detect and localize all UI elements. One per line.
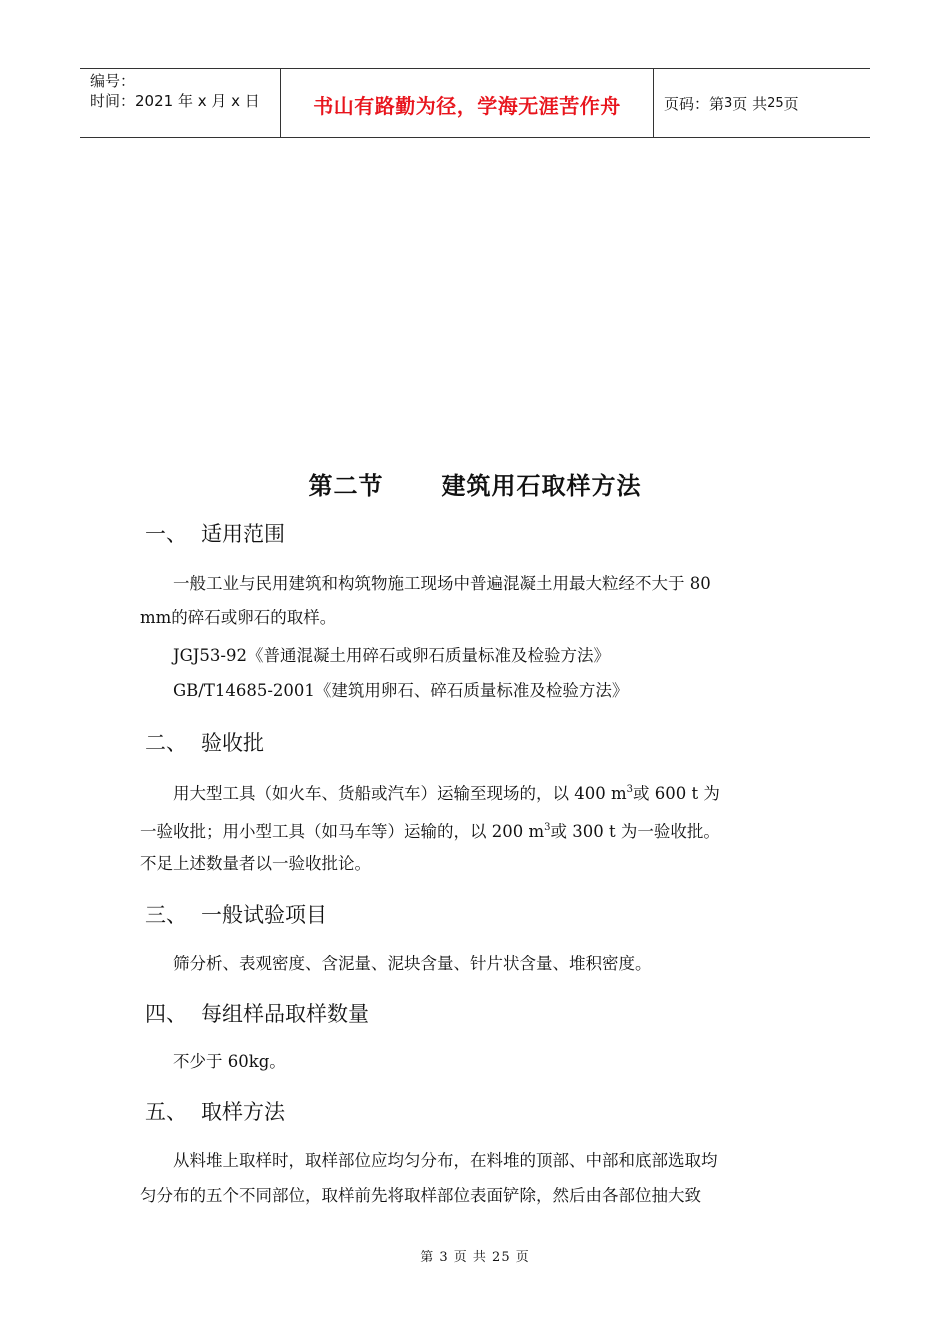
paragraph-line: mm的碎石或卵石的取样。 bbox=[140, 608, 337, 627]
page-prefix: 页码：第 bbox=[664, 94, 725, 113]
section-heading-5 bbox=[145, 1096, 285, 1126]
standard-reference: GB/T14685-2001《建筑用卵石、碎石质量标准及检验方法》 bbox=[173, 681, 629, 700]
paragraph-line: 匀分布的五个不同部位，取样前先将取样部位表面铲除，然后由各部位抽大致 bbox=[140, 1186, 701, 1205]
section-heading-text: 验收批 bbox=[201, 731, 264, 755]
paragraph-line: 不少于 60kg。 bbox=[173, 1052, 286, 1071]
header-page-cell bbox=[654, 69, 870, 137]
page-total: 25 bbox=[767, 95, 784, 111]
motto-text: 书山有路勤为径，学海无涯苦作舟 bbox=[313, 93, 621, 118]
section-number: 二、 bbox=[145, 731, 187, 755]
code-label: 编号： bbox=[90, 72, 136, 90]
paragraph-line bbox=[140, 810, 720, 850]
line-text: 一验收批；用小型工具（如马车等）运输的，以 200 m bbox=[140, 822, 545, 841]
paragraph-line: 不足上述数量者以一验收批论。 bbox=[140, 854, 371, 873]
section-heading-1 bbox=[145, 518, 285, 548]
date-line: 时间：2021 年 x 月 x 日 bbox=[90, 92, 260, 110]
page-header bbox=[80, 68, 870, 138]
page-suffix: 页 bbox=[783, 94, 799, 113]
section-number: 四、 bbox=[145, 1002, 187, 1026]
page-mid: 页 共 bbox=[732, 94, 768, 113]
title-part2: 建筑用石取样方法 bbox=[441, 472, 642, 500]
page-footer: 第 3 页 共 25 页 bbox=[420, 1250, 530, 1265]
section-heading-text: 适用范围 bbox=[201, 522, 285, 546]
superscript: 3 bbox=[544, 822, 551, 833]
section-number: 五、 bbox=[145, 1100, 187, 1124]
superscript: 3 bbox=[626, 784, 634, 795]
section-heading-text: 取样方法 bbox=[201, 1100, 285, 1124]
standard-reference: JGJ53-92《普通混凝土用碎石或卵石质量标准及检验方法》 bbox=[173, 646, 610, 665]
section-heading-text: 每组样品取样数量 bbox=[201, 1002, 369, 1026]
header-meta-cell bbox=[80, 69, 281, 137]
section-heading-4 bbox=[145, 998, 369, 1028]
line-text: 或 300 t 为一验收批。 bbox=[550, 822, 720, 841]
section-number: 三、 bbox=[145, 903, 187, 927]
paragraph-line bbox=[173, 772, 720, 812]
section-title bbox=[0, 466, 950, 501]
paragraph-line: 从料堆上取样时，取样部位应均匀分布，在料堆的顶部、中部和底部选取均 bbox=[173, 1151, 718, 1170]
section-heading-3 bbox=[145, 899, 327, 929]
section-heading-text: 一般试验项目 bbox=[201, 903, 327, 927]
paragraph-line: 一般工业与民用建筑和构筑物施工现场中普遍混凝土用最大粒经不大于 80 bbox=[173, 574, 711, 593]
title-part1: 第二节 bbox=[308, 472, 384, 500]
section-number: 一、 bbox=[145, 522, 187, 546]
header-motto-cell bbox=[281, 69, 654, 137]
page-current: 3 bbox=[724, 95, 733, 111]
line-text: 或 600 t 为 bbox=[633, 784, 720, 803]
section-heading-2 bbox=[145, 727, 264, 757]
line-text: 用大型工具（如火车、货船或汽车）运输至现场的，以 400 m bbox=[173, 784, 627, 803]
paragraph-line: 筛分析、表观密度、含泥量、泥块含量、针片状含量、堆积密度。 bbox=[173, 954, 652, 973]
